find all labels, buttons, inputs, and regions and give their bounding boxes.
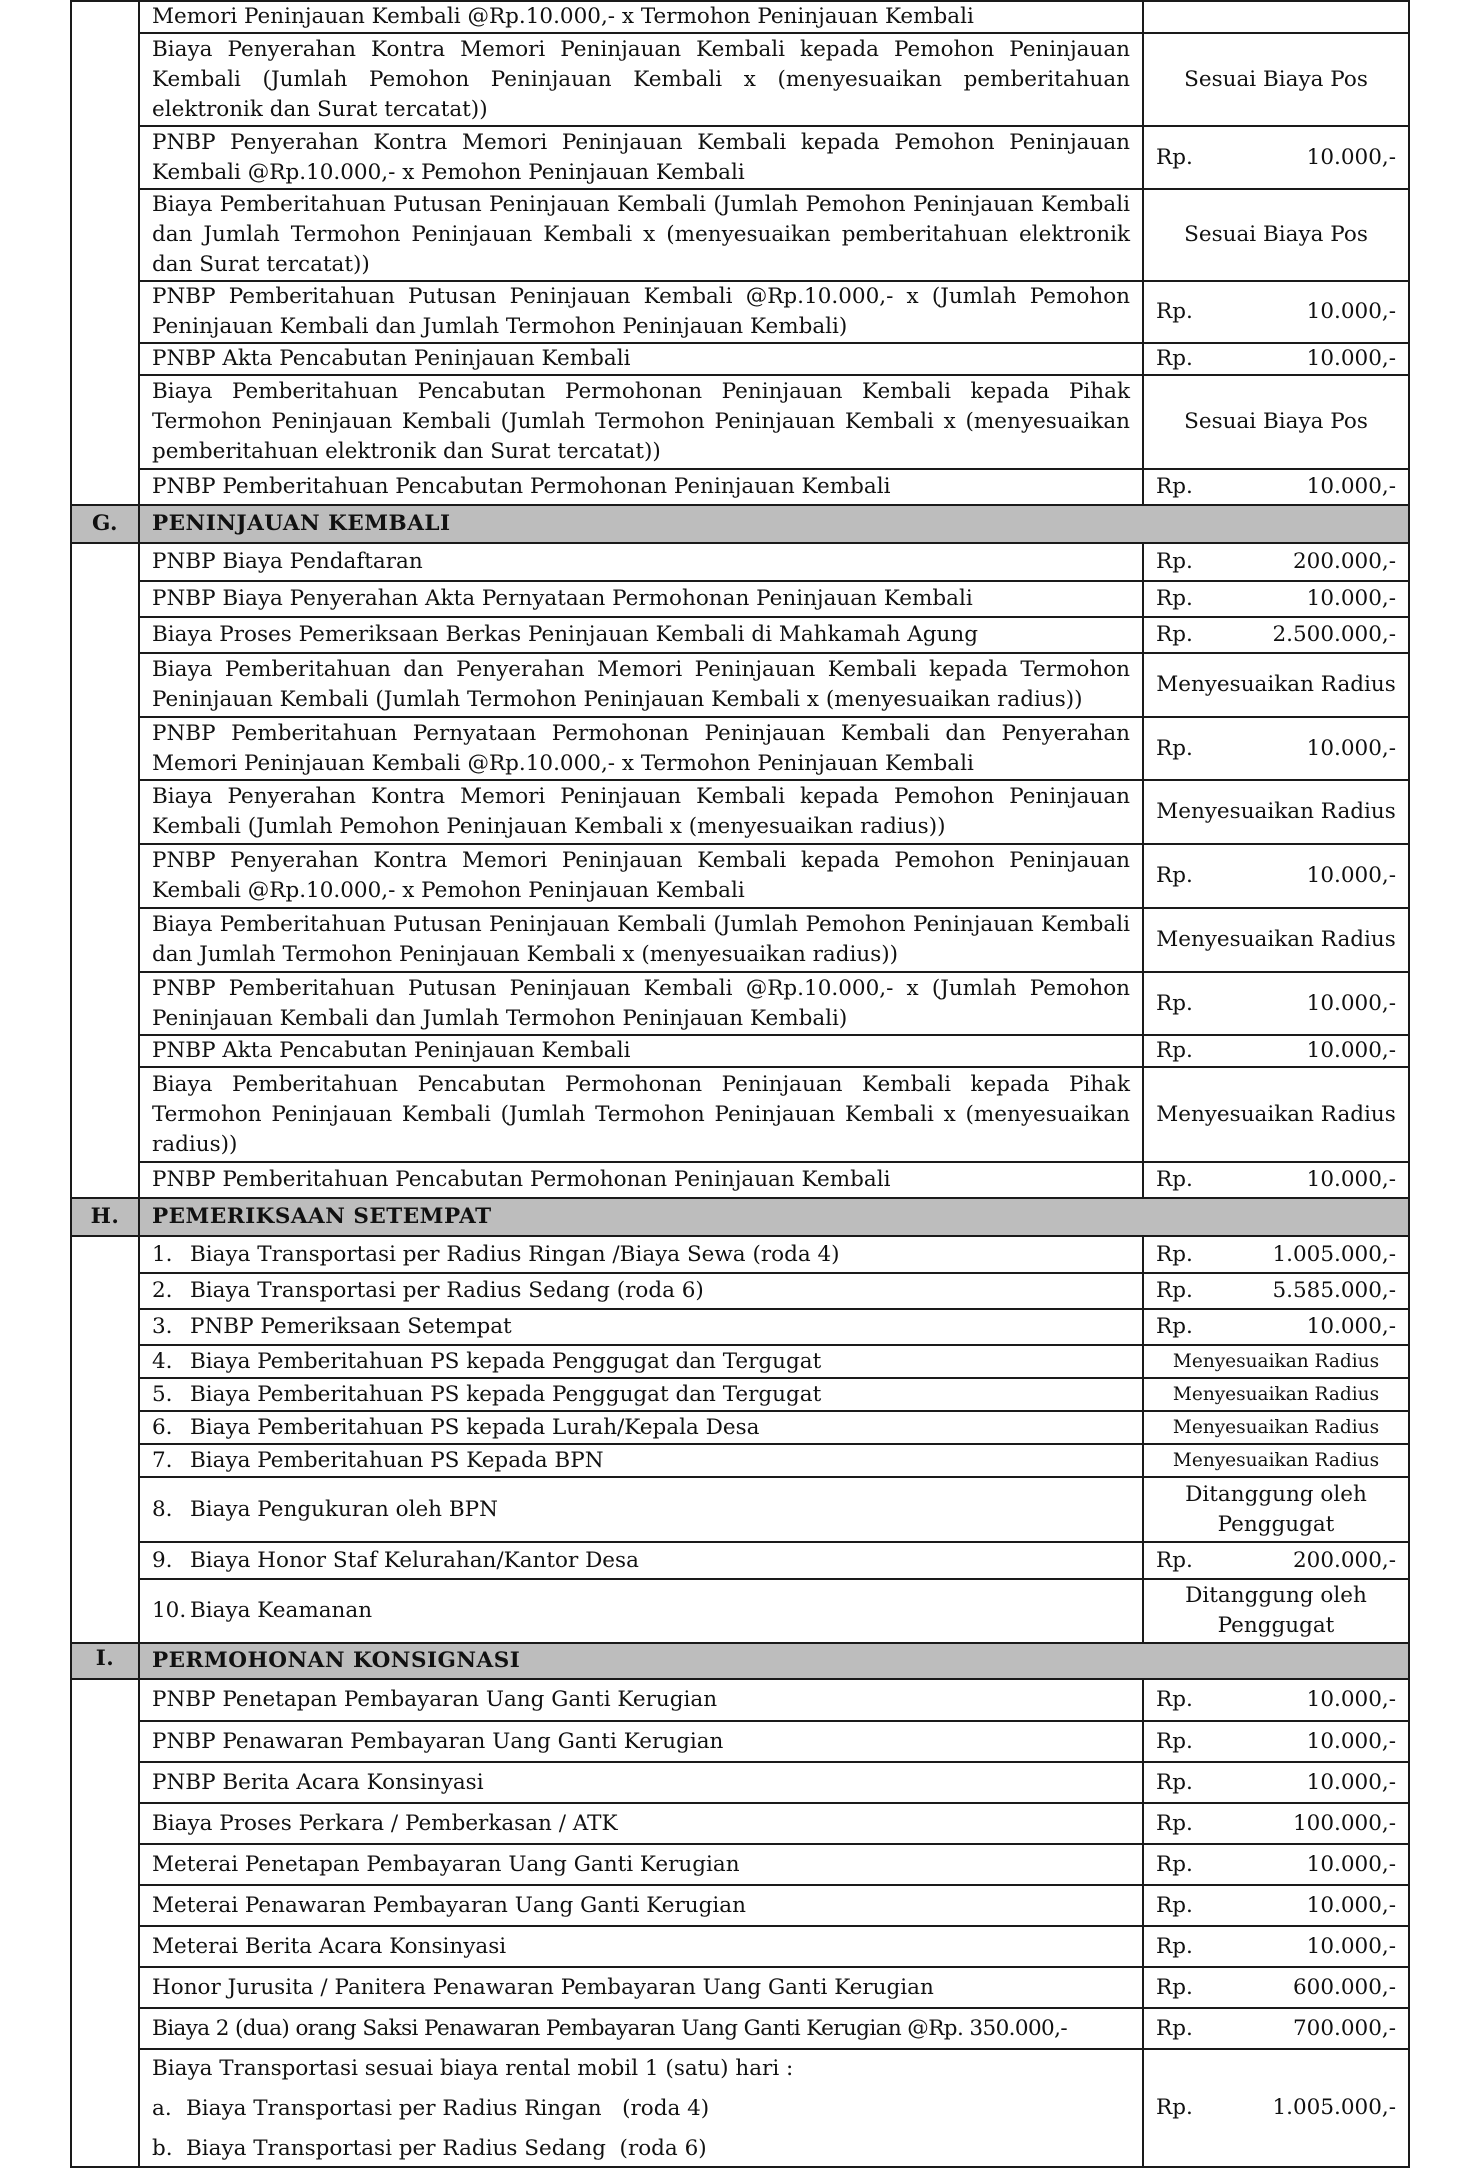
fee-description [139, 1679, 1143, 1721]
amount-note: Sesuai Biaya Pos [1184, 222, 1368, 247]
currency-label: Rp. [1156, 586, 1193, 611]
table-row [71, 1542, 1409, 1579]
amount-note: Menyesuaikan Radius [1156, 672, 1396, 697]
fee-amount [1143, 543, 1409, 581]
fee-description [139, 281, 1143, 343]
item-text: PNBP Penetapan Pembayaran Uang Ganti Kerugian [152, 1687, 718, 1712]
currency-label: Rp. [1156, 474, 1193, 499]
fee-amount [1143, 1411, 1409, 1444]
fee-amount [1143, 126, 1409, 189]
table-row [71, 1477, 1409, 1542]
item-text: Biaya Proses Perkara / Pemberkasan / ATK [152, 1810, 618, 1836]
fee-amount [1143, 1067, 1409, 1162]
amount-value: 10.000,- [1306, 863, 1396, 888]
currency-label: Rp. [1156, 1769, 1193, 1795]
currency-label: Rp. [1156, 1851, 1193, 1877]
currency-label: Rp. [1156, 299, 1193, 324]
fee-description [139, 2008, 1143, 2049]
fee-amount [1143, 189, 1409, 281]
fee-amount [1143, 1579, 1409, 1643]
amount-note: Menyesuaikan Radius [1156, 927, 1396, 952]
table-row [71, 2049, 1409, 2167]
fee-description [139, 1885, 1143, 1926]
fee-amount [1143, 844, 1409, 908]
amount-value: 10.000,- [1306, 1038, 1396, 1063]
sub-item [152, 2134, 1130, 2164]
sub-item [152, 2094, 1130, 2124]
table-row [71, 1309, 1409, 1345]
fee-amount [1143, 1035, 1409, 1067]
fee-amount [1143, 717, 1409, 780]
table-row [71, 1885, 1409, 1926]
amount-value: 1.005.000,- [1272, 1241, 1396, 1267]
currency-label: Rp. [1156, 2015, 1193, 2041]
item-text: PNBP Berita Acara Konsinyasi [152, 1769, 484, 1795]
table-row [71, 1579, 1409, 1643]
table-row [71, 33, 1409, 126]
amount-value: 10.000,- [1306, 1933, 1396, 1959]
table-row [71, 189, 1409, 281]
sub-item-text: Biaya Transportasi per Radius Sedang (roda 6) [186, 2136, 707, 2161]
item-number: 5. [152, 1381, 173, 1407]
item-text: Biaya Proses Pemeriksaan Berkas Peninjauan Kembali di Mahkamah Agung [152, 622, 979, 647]
item-text: Biaya Pemberitahuan Pencabutan Permohonan Peninjauan Kembali kepada Pihak Termohon Peninjauan Kembali (Jumlah Termohon Peninjauan Kembali x (menyesuaikan radius)) [152, 1071, 1130, 1157]
fee-description [139, 1067, 1143, 1162]
currency-label: Rp. [1156, 1038, 1193, 1063]
fee-description [139, 33, 1143, 126]
item-number: 9. [152, 1547, 173, 1573]
fee-amount [1143, 1236, 1409, 1273]
amount-value: 10.000,- [1306, 735, 1396, 761]
table-row [71, 375, 1409, 469]
fee-description [139, 617, 1143, 653]
item-text: PNBP Penyerahan Kontra Memori Peninjauan Kembali kepada Pemohon Peninjauan Kembali @Rp.10.000,- x Pemohon Peninjauan Kembali [152, 848, 1130, 903]
currency-label: Rp. [1156, 1167, 1193, 1192]
fee-amount [1143, 1378, 1409, 1411]
amount-value: 700.000,- [1292, 2015, 1396, 2041]
fee-amount [1143, 617, 1409, 653]
amount-value: 10.000,- [1306, 1167, 1396, 1192]
fee-description [139, 1411, 1143, 1444]
item-text: Biaya Pemberitahuan PS kepada Lurah/Kepala Desa [190, 1414, 760, 1440]
item-number: 10. [152, 1598, 187, 1623]
currency-label: Rp. [1156, 1241, 1193, 1267]
fee-description [139, 1378, 1143, 1411]
fee-amount [1143, 908, 1409, 972]
amount-value: 10.000,- [1306, 1687, 1396, 1712]
sub-item-letter: b. [152, 2136, 173, 2161]
letter-cell [71, 543, 139, 1198]
item-text: Biaya Honor Staf Kelurahan/Kantor Desa [190, 1547, 639, 1573]
fee-amount [1143, 972, 1409, 1035]
fee-amount [1143, 1162, 1409, 1198]
item-text: PNBP Pemeriksaan Setempat [190, 1314, 512, 1339]
fee-amount [1143, 2008, 1409, 2049]
table-row [71, 1273, 1409, 1309]
fee-description [139, 1721, 1143, 1762]
fee-description [139, 1162, 1143, 1198]
currency-label: Rp. [1156, 622, 1193, 647]
currency-label: Rp. [1156, 1278, 1193, 1303]
currency-label: Rp. [1156, 863, 1193, 888]
table-row [71, 543, 1409, 581]
fee-description [139, 1844, 1143, 1885]
fee-description [139, 653, 1143, 717]
fee-amount [1143, 653, 1409, 717]
fee-amount [1143, 343, 1409, 375]
fee-amount [1143, 1444, 1409, 1477]
table-row [71, 717, 1409, 780]
table-row [71, 2008, 1409, 2049]
fee-description [139, 1477, 1143, 1542]
fee-description [139, 1, 1143, 33]
fee-amount [1143, 1885, 1409, 1926]
amount-value: 600.000,- [1292, 1974, 1396, 2000]
item-text: Meterai Penawaran Pembayaran Uang Ganti Kerugian [152, 1892, 746, 1918]
table-row [71, 1762, 1409, 1803]
section-title: PENINJAUAN KEMBALI [139, 505, 1409, 543]
table-row [71, 1803, 1409, 1844]
fee-description [139, 343, 1143, 375]
amount-value: 10.000,- [1306, 1851, 1396, 1877]
currency-label: Rp. [1156, 346, 1193, 371]
item-text: PNBP Pemberitahuan Putusan Peninjauan Kembali @Rp.10.000,- x (Jumlah Pemohon Peninjauan Kembali dan Jumlah Termohon Peninjauan Kembali) [152, 975, 1130, 1031]
amount-note: Menyesuaikan Radius [1156, 799, 1396, 824]
table-row [71, 1035, 1409, 1067]
fee-table [70, 0, 1410, 2168]
table-row [71, 1844, 1409, 1885]
currency-label: Rp. [1156, 2095, 1193, 2120]
table-row [71, 844, 1409, 908]
item-number: 4. [152, 1348, 173, 1374]
fee-description [139, 908, 1143, 972]
item-number: 2. [152, 1278, 173, 1303]
fee-amount [1143, 1345, 1409, 1378]
fee-amount [1143, 1926, 1409, 1967]
amount-value: 200.000,- [1292, 1547, 1396, 1573]
item-text: Biaya 2 (dua) orang Saksi Penawaran Pembayaran Uang Ganti Kerugian @Rp. 350.000,- [152, 2015, 1068, 2041]
amount-value: 10.000,- [1306, 144, 1396, 170]
item-text: PNBP Biaya Penyerahan Akta Pernyataan Permohonan Peninjauan Kembali [152, 586, 973, 611]
item-number: 6. [152, 1414, 173, 1440]
item-text: PNBP Penyerahan Kontra Memori Peninjauan Kembali kepada Pemohon Peninjauan Kembali @Rp.10.000,- x Pemohon Peninjauan Kembali [152, 129, 1130, 185]
table-row [71, 1679, 1409, 1721]
section-header [71, 1643, 1409, 1679]
fee-description [139, 1542, 1143, 1579]
table-row [71, 1378, 1409, 1411]
table-row [71, 581, 1409, 617]
fee-document [70, 0, 1410, 2168]
table-row [71, 972, 1409, 1035]
table-row [71, 1411, 1409, 1444]
currency-label: Rp. [1156, 144, 1193, 170]
item-text: Biaya Pemberitahuan Pencabutan Permohonan Peninjauan Kembali kepada Pihak Termohon Peninjauan Kembali (Jumlah Termohon Peninjauan Kembali x (menyesuaikan pemberitahuan elektronik dan Surat tercatat)) [152, 379, 1130, 464]
sub-item-text: Biaya Transportasi per Radius Ringan (roda 4) [186, 2096, 710, 2121]
table-row [71, 343, 1409, 375]
fee-amount [1143, 1844, 1409, 1885]
fee-amount [1143, 1762, 1409, 1803]
amount-value: 200.000,- [1292, 549, 1396, 574]
item-text: PNBP Biaya Pendaftaran [152, 549, 423, 574]
currency-label: Rp. [1156, 1974, 1193, 2000]
amount-value: 5.585.000,- [1272, 1278, 1396, 1303]
amount-value: 10.000,- [1306, 1728, 1396, 1754]
item-text: Biaya Penyerahan Kontra Memori Peninjauan Kembali kepada Pemohon Peninjauan Kembali (Jumlah Pemohon Peninjauan Kembali x (menyesuaikan radius)) [152, 784, 1130, 839]
section-letter: H. [71, 1198, 139, 1236]
amount-note: Menyesuaikan Radius [1172, 1383, 1380, 1405]
section-title: PEMERIKSAAN SETEMPAT [139, 1198, 1409, 1236]
table-row [71, 469, 1409, 505]
table-row [71, 1067, 1409, 1162]
fee-amount [1143, 1542, 1409, 1579]
item-text: PNBP Akta Pencabutan Peninjauan Kembali [152, 1038, 631, 1063]
fee-description [139, 581, 1143, 617]
fee-description [139, 1345, 1143, 1378]
fee-description [139, 2049, 1143, 2167]
fee-description [139, 543, 1143, 581]
table-row [71, 617, 1409, 653]
amount-value: 2.500.000,- [1272, 622, 1396, 647]
fee-description [139, 375, 1143, 469]
fee-description [139, 972, 1143, 1035]
item-number: 8. [152, 1496, 173, 1522]
fee-amount [1143, 581, 1409, 617]
item-number: 7. [152, 1447, 173, 1473]
amount-value: 10.000,- [1306, 586, 1396, 611]
fee-description [139, 1035, 1143, 1067]
currency-label: Rp. [1156, 1810, 1193, 1836]
item-text: Biaya Pemberitahuan PS kepada Penggugat dan Tergugat [190, 1348, 822, 1374]
amount-note: Menyesuaikan Radius [1172, 1416, 1380, 1438]
amount-note: Menyesuaikan Radius [1172, 1350, 1380, 1372]
fee-description [139, 1444, 1143, 1477]
amount-note: Ditanggung oleh Penggugat [1185, 1583, 1367, 1638]
section-letter: I. [71, 1643, 139, 1679]
amount-value: 10.000,- [1306, 474, 1396, 499]
fee-description [139, 1967, 1143, 2008]
currency-label: Rp. [1156, 1687, 1193, 1712]
amount-value: 10.000,- [1306, 1892, 1396, 1918]
amount-note: Sesuai Biaya Pos [1184, 409, 1368, 434]
letter-cell [71, 1, 139, 505]
item-text: PNBP Pemberitahuan Pencabutan Permohonan Peninjauan Kembali [152, 1167, 891, 1192]
fee-amount [1143, 1477, 1409, 1542]
amount-note: Menyesuaikan Radius [1172, 1449, 1380, 1471]
table-row [71, 281, 1409, 343]
table-row [71, 1, 1409, 33]
amount-note: Sesuai Biaya Pos [1184, 66, 1368, 92]
fee-description [139, 1309, 1143, 1345]
fee-description [139, 1926, 1143, 1967]
item-number: 3. [152, 1314, 173, 1339]
table-row [71, 908, 1409, 972]
amount-note: Menyesuaikan Radius [1156, 1101, 1396, 1127]
fee-description [139, 1762, 1143, 1803]
sub-item-letter: a. [152, 2096, 172, 2121]
amount-value: 1.005.000,- [1272, 2095, 1396, 2120]
fee-description [139, 1236, 1143, 1273]
section-letter: G. [71, 505, 139, 543]
item-text: Meterai Penetapan Pembayaran Uang Ganti Kerugian [152, 1851, 740, 1877]
amount-value: 10.000,- [1306, 1769, 1396, 1795]
currency-label: Rp. [1156, 990, 1193, 1016]
currency-label: Rp. [1156, 1728, 1193, 1754]
fee-description [139, 1579, 1143, 1643]
item-text: Honor Jurusita / Panitera Penawaran Pembayaran Uang Ganti Kerugian [152, 1974, 934, 2000]
table-row [71, 653, 1409, 717]
amount-value: 100.000,- [1292, 1810, 1396, 1836]
fee-amount [1143, 33, 1409, 126]
fee-description [139, 717, 1143, 780]
item-text: Biaya Transportasi per Radius Ringan /Biaya Sewa (roda 4) [190, 1241, 840, 1267]
amount-note: Ditanggung oleh Penggugat [1185, 1481, 1367, 1537]
currency-label: Rp. [1156, 1547, 1193, 1573]
item-text: PNBP Penawaran Pembayaran Uang Ganti Kerugian [152, 1728, 724, 1754]
fee-description [139, 780, 1143, 844]
table-row [71, 1444, 1409, 1477]
fee-amount [1143, 1, 1409, 33]
item-text: Biaya Transportasi sesuai biaya rental mobil 1 (satu) hari : [152, 2056, 794, 2081]
item-text: Biaya Penyerahan Kontra Memori Peninjauan Kembali kepada Pemohon Peninjauan Kembali (Jumlah Pemohon Peninjauan Kembali x (menyesuaikan pemberitahuan elektronik dan Surat tercatat)) [152, 36, 1130, 122]
item-text: Biaya Pemberitahuan Putusan Peninjauan Kembali (Jumlah Pemohon Peninjauan Kembali dan Jumlah Termohon Peninjauan Kembali x (menyesuaikan radius)) [152, 912, 1130, 967]
currency-label: Rp. [1156, 1314, 1193, 1339]
fee-description [139, 1273, 1143, 1309]
currency-label: Rp. [1156, 1933, 1193, 1959]
item-text: Biaya Keamanan [190, 1598, 373, 1623]
item-text: PNBP Pemberitahuan Pernyataan Permohonan Peninjauan Kembali dan Penyerahan Memori Peninjauan Kembali @Rp.10.000,- x Termohon Peninjauan Kembali [152, 720, 1130, 776]
item-text: Biaya Pemberitahuan dan Penyerahan Memori Peninjauan Kembali kepada Termohon Peninjauan Kembali (Jumlah Termohon Peninjauan Kembali x (menyesuaikan radius)) [152, 657, 1130, 712]
fee-description [139, 126, 1143, 189]
amount-value: 10.000,- [1306, 1314, 1396, 1339]
fee-amount [1143, 780, 1409, 844]
fee-amount [1143, 1803, 1409, 1844]
item-text: Memori Peninjauan Kembali @Rp.10.000,- x Termohon Peninjauan Kembali [152, 4, 974, 29]
currency-label: Rp. [1156, 1892, 1193, 1918]
fee-amount [1143, 1309, 1409, 1345]
fee-amount [1143, 1721, 1409, 1762]
fee-amount [1143, 281, 1409, 343]
item-number: 1. [152, 1241, 173, 1267]
section-title: PERMOHONAN KONSIGNASI [139, 1643, 1409, 1679]
amount-value: 10.000,- [1306, 346, 1396, 371]
item-text: Biaya Pemberitahuan PS kepada Penggugat dan Tergugat [190, 1381, 822, 1407]
item-text: Meterai Berita Acara Konsinyasi [152, 1933, 507, 1959]
table-row [71, 1162, 1409, 1198]
table-row [71, 1721, 1409, 1762]
item-text: Biaya Pemberitahuan Putusan Peninjauan Kembali (Jumlah Pemohon Peninjauan Kembali dan Jumlah Termohon Peninjauan Kembali x (menyesuaikan pemberitahuan elektronik dan Surat tercatat)) [152, 192, 1130, 277]
fee-amount [1143, 2049, 1409, 2167]
fee-amount [1143, 375, 1409, 469]
table-row [71, 780, 1409, 844]
item-text: PNBP Akta Pencabutan Peninjauan Kembali [152, 346, 631, 371]
fee-amount [1143, 1273, 1409, 1309]
amount-value: 10.000,- [1306, 990, 1396, 1016]
currency-label: Rp. [1156, 549, 1193, 574]
letter-cell [71, 1679, 139, 2167]
section-header [71, 505, 1409, 543]
fee-amount [1143, 1967, 1409, 2008]
item-text: PNBP Pemberitahuan Pencabutan Permohonan Peninjauan Kembali [152, 474, 891, 499]
item-text: Biaya Transportasi per Radius Sedang (roda 6) [190, 1278, 704, 1303]
fee-amount [1143, 469, 1409, 505]
item-text: Biaya Pemberitahuan PS Kepada BPN [190, 1447, 604, 1473]
section-header [71, 1198, 1409, 1236]
table-row [71, 126, 1409, 189]
fee-amount [1143, 1679, 1409, 1721]
fee-description [139, 469, 1143, 505]
table-row [71, 1236, 1409, 1273]
currency-label: Rp. [1156, 735, 1193, 761]
table-row [71, 1345, 1409, 1378]
item-text: Biaya Pengukuran oleh BPN [190, 1496, 498, 1522]
table-row [71, 1967, 1409, 2008]
letter-cell [71, 1236, 139, 1643]
amount-value: 10.000,- [1306, 299, 1396, 324]
fee-description [139, 189, 1143, 281]
table-row [71, 1926, 1409, 1967]
fee-description [139, 844, 1143, 908]
item-text: PNBP Pemberitahuan Putusan Peninjauan Kembali @Rp.10.000,- x (Jumlah Pemohon Peninjauan Kembali dan Jumlah Termohon Peninjauan Kembali) [152, 284, 1130, 339]
fee-description [139, 1803, 1143, 1844]
